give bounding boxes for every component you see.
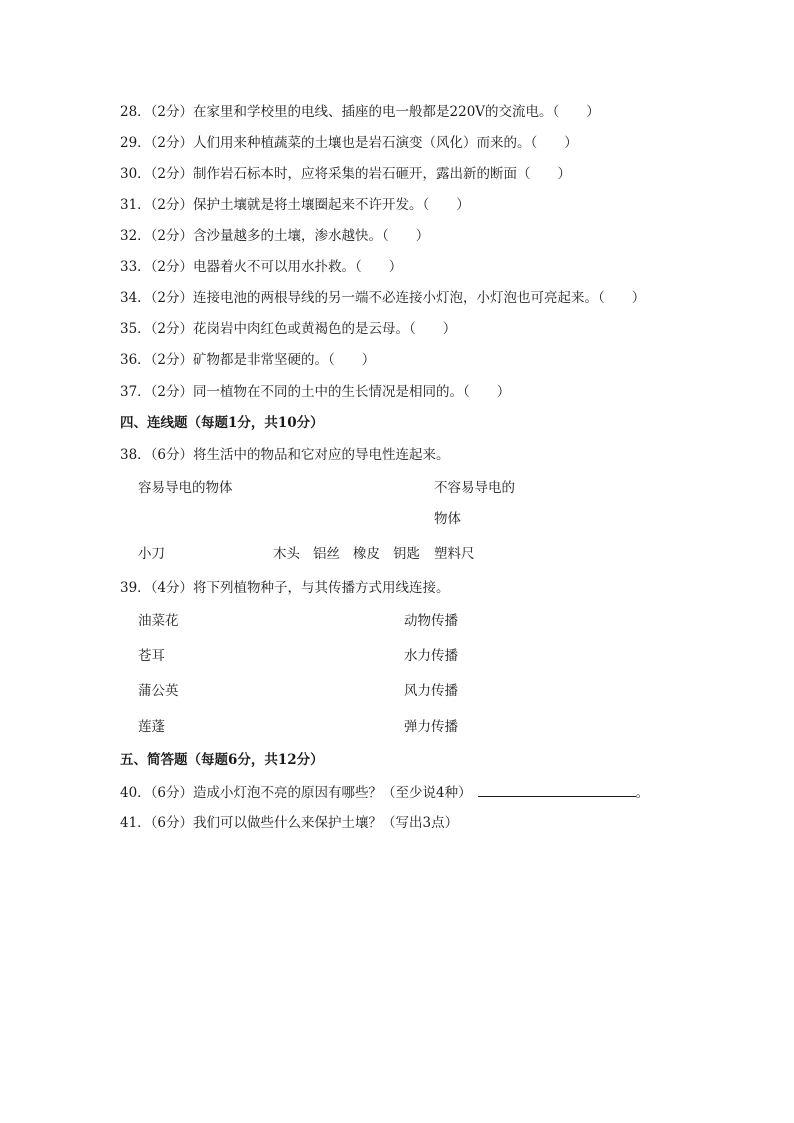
question-39: 39．（4分）将下列植物种子，与其传播方式用线连接。 [120,580,450,596]
method-animal: 动物传播 [404,613,458,629]
item-aluminum-wire: 铝丝 [313,546,340,562]
plant-lotus-pod: 莲蓬 [138,719,165,735]
item-key: 钥匙 [393,546,420,562]
question-35: 35．（2分）花岗岩中肉红色或黄褐色的是云母。（ ） [120,321,457,337]
method-water: 水力传播 [404,648,458,664]
section-heading-matching: 四、连线题（每题1分，共10分） [120,415,324,431]
question-30: 30．（2分）制作岩石标本时，应将采集的岩石砸开，露出新的断面（ ） [120,166,572,182]
answer-blank[interactable] [478,782,636,797]
question-40-text: 40．（6分）造成小灯泡不亮的原因有哪些？（至少说4种） [120,785,472,801]
question-31: 31．（2分）保护土壤就是将土壤圈起来不许开发。（ ） [120,197,470,213]
question-41: 41．（6分）我们可以做些什么来保护土壤？（写出3点） [120,815,459,831]
question-34: 34．（2分）连接电池的两根导线的另一端不必连接小灯泡，小灯泡也可亮起来。（ ） [120,290,646,306]
plant-rapeseed: 油菜花 [138,613,179,629]
conductor-header: 容易导电的物体 [138,480,233,496]
method-elastic: 弹力传播 [404,719,458,735]
question-33: 33．（2分）电器着火不可以用水扑救。（ ） [120,259,403,275]
item-eraser: 橡皮 [353,546,380,562]
question-37: 37．（2分）同一植物在不同的土中的生长情况是相同的。（ ） [120,384,511,400]
question-40 [120,782,649,803]
question-32: 32．（2分）含沙量越多的土壤，渗水越快。（ ） [120,228,430,244]
plant-dandelion: 蒲公英 [138,683,179,699]
item-knife: 小刀 [138,546,165,562]
question-38: 38．（6分）将生活中的物品和它对应的导电性连起来。 [120,447,450,463]
question-29: 29．（2分）人们用来种植蔬菜的土壤也是岩石演变（风化）而来的。（ ） [120,135,578,151]
item-plastic-ruler: 塑料尺 [434,546,475,562]
question-36: 36．（2分）矿物都是非常坚硬的。（ ） [120,352,376,368]
question-28: 28．（2分）在家里和学校里的电线、插座的电一般都是220V的交流电。（ ） [120,104,600,120]
item-wood: 木头 [273,546,300,562]
plant-cocklebur: 苍耳 [138,648,165,664]
method-wind: 风力传播 [404,683,458,699]
insulator-header-line1: 不容易导电的 [434,480,515,496]
question-40-end: 。 [635,785,650,801]
section-heading-short-answer: 五、简答题（每题6分，共12分） [120,752,324,768]
insulator-header-line2: 物体 [434,511,461,527]
